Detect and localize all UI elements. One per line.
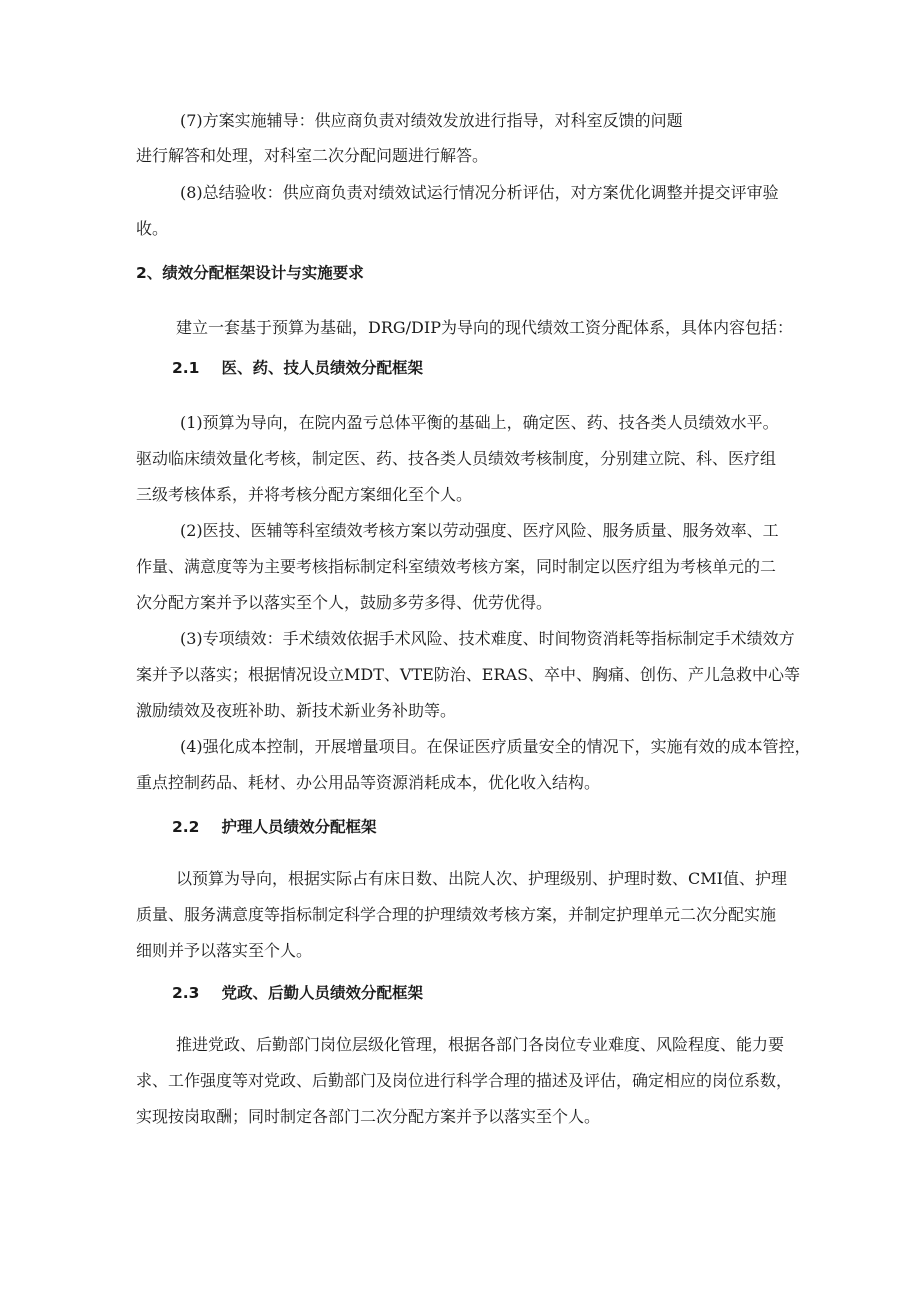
sub21-p3-line1: (3)专项绩效：手术绩效依据手术风险、技术难度、时间物资消耗等指标制定手术绩效方 <box>180 629 795 648</box>
sub22-line3: 细则并予以落实至个人。 <box>136 941 313 960</box>
item8-line2: 收。 <box>136 219 169 238</box>
sub21-p2-line3: 次分配方案并予以落实至个人，鼓励多劳多得、优劳优得。 <box>136 593 553 612</box>
sub21-p3-line3: 激励绩效及夜班补助、新技术新业务补助等。 <box>136 701 457 720</box>
sub23-heading <box>172 983 423 1003</box>
item7-line1: (7)方案实施辅导：供应商负责对绩效发放进行指导，对科室反馈的问题 <box>180 111 683 130</box>
sub21-heading <box>172 358 423 378</box>
sub23-line1: 推进党政、后勤部门岗位层级化管理，根据各部门各岗位专业难度、风险程度、能力要 <box>176 1035 785 1054</box>
sub21-p2-line2: 作量、满意度等为主要考核指标制定科室绩效考核方案，同时制定以医疗组为考核单元的二 <box>136 557 777 576</box>
sub21-p2-line1: (2)医技、医辅等科室绩效考核方案以劳动强度、医疗风险、服务质量、服务效率、工 <box>180 521 779 540</box>
sub21-number: 2.1 <box>172 359 200 377</box>
sub22-number: 2.2 <box>172 818 200 836</box>
sub23-title: 党政、后勤人员绩效分配框架 <box>221 984 423 1002</box>
item7-line2: 进行解答和处理，对科室二次分配问题进行解答。 <box>136 146 489 165</box>
sub23-line2: 求、工作强度等对党政、后勤部门及岗位进行科学合理的描述及评估，确定相应的岗位系数， <box>136 1071 793 1090</box>
sub21-p4-line1: (4)强化成本控制，开展增量项目。在保证医疗质量安全的情况下，实施有效的成本管控， <box>180 737 811 756</box>
section2-heading: 2、绩效分配框架设计与实施要求 <box>136 264 364 282</box>
sub21-p1-line3: 三级考核体系，并将考核分配方案细化至个人。 <box>136 485 473 504</box>
sub21-p3-line2: 案并予以落实；根据情况设立MDT、VTE防治、ERAS、卒中、胸痛、创伤、产儿急救中心等 <box>136 665 801 684</box>
sub23-line3: 实现按岗取酬；同时制定各部门二次分配方案并予以落实至个人。 <box>136 1107 601 1126</box>
sub22-line1: 以预算为导向，根据实际占有床日数、出院人次、护理级别、护理时数、CMI值、护理 <box>176 869 787 888</box>
sub23-number: 2.3 <box>172 984 200 1002</box>
section2-intro: 建立一套基于预算为基础，DRG/DIP为导向的现代绩效工资分配体系，具体内容包括： <box>176 318 793 337</box>
sub21-p1-line2: 驱动临床绩效量化考核，制定医、药、技各类人员绩效考核制度，分别建立院、科、医疗组 <box>136 449 777 468</box>
sub22-heading <box>172 817 376 837</box>
sub21-p4-line2: 重点控制药品、耗材、办公用品等资源消耗成本，优化收入结构。 <box>136 773 601 792</box>
sub21-p1-line1: (1)预算为导向，在院内盈亏总体平衡的基础上，确定医、药、技各类人员绩效水平。 <box>180 413 779 432</box>
sub21-title: 医、药、技人员绩效分配框架 <box>221 359 423 377</box>
item8-line1: (8)总结验收：供应商负责对绩效试运行情况分析评估，对方案优化调整并提交评审验 <box>180 183 779 202</box>
sub22-line2: 质量、服务满意度等指标制定科学合理的护理绩效考核方案，并制定护理单元二次分配实施 <box>136 905 777 924</box>
sub22-title: 护理人员绩效分配框架 <box>221 818 377 836</box>
